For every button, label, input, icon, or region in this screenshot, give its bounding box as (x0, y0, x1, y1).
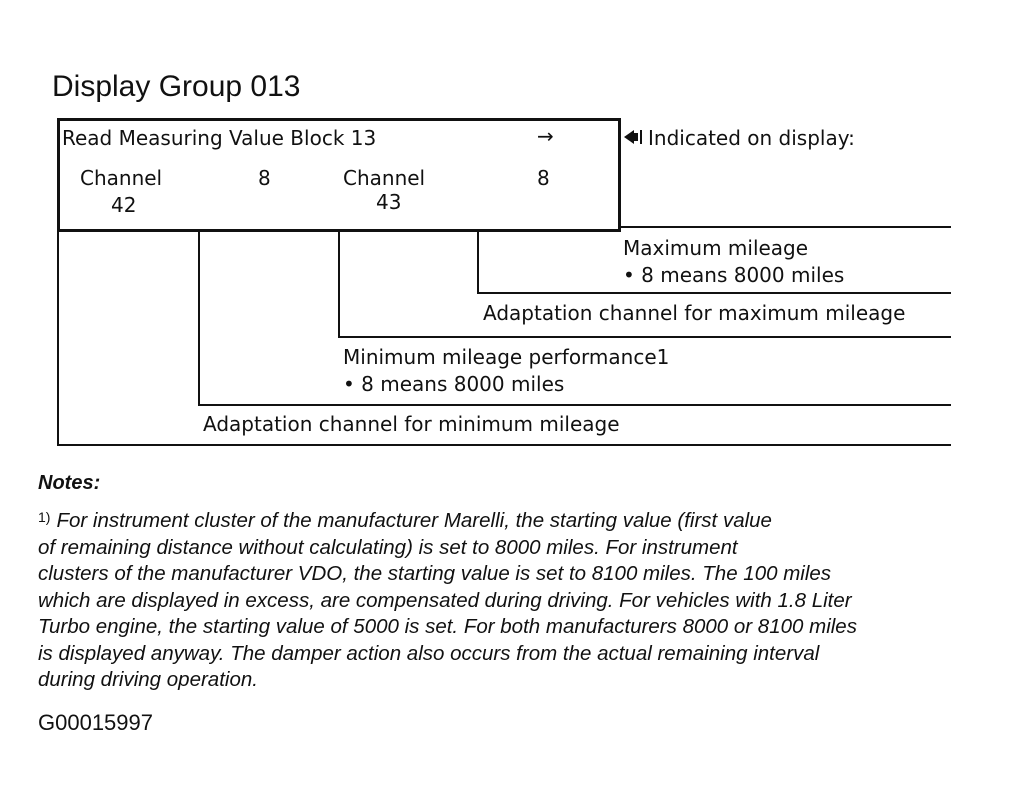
max-bracket-line (477, 226, 479, 294)
channel-42-value: 8 (258, 166, 271, 190)
channel43-bottom-line (338, 336, 951, 338)
arrow-right-icon: → (537, 124, 554, 148)
maximum-mileage-detail: • 8 means 8000 miles (623, 263, 845, 287)
outer-left-line (57, 226, 59, 446)
channel-43-number: 43 (376, 190, 402, 214)
top-right-line (615, 226, 951, 228)
channel-43-value: 8 (537, 166, 550, 190)
footnote-marker: 1) (38, 509, 51, 525)
notes-line: clusters of the manufacturer VDO, the starting value is set to 8100 miles. The 100 miles (38, 562, 832, 585)
channel-42-label: Channel (80, 166, 163, 190)
figure-id: G00015997 (38, 710, 153, 735)
page-title: Display Group 013 (52, 70, 301, 103)
maximum-mileage-title: Maximum mileage (623, 236, 809, 260)
notes-line: during driving operation. (38, 668, 258, 691)
min-bottom-line (198, 404, 951, 406)
notes-line: is displayed anyway. The damper action also occurs from the actual remaining interval (38, 641, 820, 665)
channel-43-label: Channel (343, 166, 426, 190)
speaker-arrow-icon (622, 128, 646, 146)
max-bottom-line (477, 292, 951, 294)
notes-body (38, 504, 998, 694)
notes-heading: Notes: (38, 472, 101, 494)
notes-line: of remaining distance without calculating) is set to 8000 miles. For instrument (38, 535, 738, 559)
minimum-mileage-detail: • 8 means 8000 miles (343, 372, 565, 396)
min-bracket-line (198, 226, 200, 406)
display-header: Read Measuring Value Block 13 (62, 126, 377, 150)
channel-42-number: 42 (111, 193, 137, 217)
notes-line: $^{1)}$ For instrument cluster of the manufacturer Marelli, the starting value (first value (38, 509, 772, 532)
notes-line: which are displayed in excess, are compensated during driving. For vehicles with 1.8 Liter (38, 588, 852, 612)
channel43-bracket-line (338, 226, 340, 338)
adaptation-min-label: Adaptation channel for minimum mileage (203, 412, 620, 436)
minimum-mileage-title: Minimum mileage performance1 (343, 345, 670, 369)
indicated-on-display-label: Indicated on display: (648, 126, 855, 150)
notes-line: Turbo engine, the starting value of 5000 is set. For both manufacturers 8000 or 8100 miles (38, 615, 857, 638)
adaptation-max-label: Adaptation channel for maximum mileage (483, 301, 906, 325)
outer-bottom-line (57, 444, 951, 446)
